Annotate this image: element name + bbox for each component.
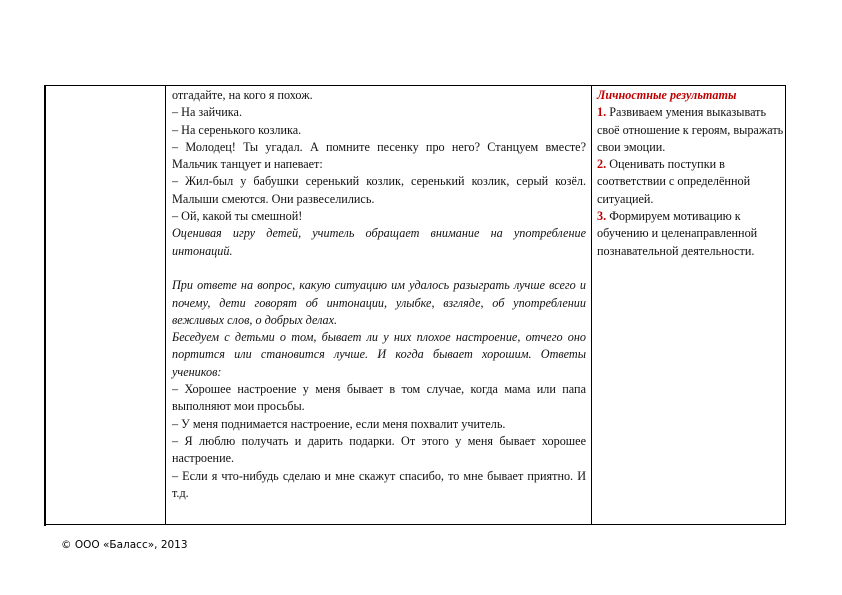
dialogue-line: – Молодец! Ты угадал. А помните песенку про него? Станцуем вместе? — [172, 139, 586, 154]
result-item — [597, 156, 785, 208]
results-heading: Личностные результаты — [597, 88, 737, 102]
results-cell — [597, 87, 785, 260]
dialogue-line: – Ой, какой ты смешной! — [172, 209, 303, 224]
answer-note: При ответе на вопрос, какую ситуацию им удалось разыграть лучше всего и почему, дети говорят об интонации, улыбке, взгляде, об употреблении вежливых слов, о добрых делах. — [172, 278, 586, 327]
student-answer: – У меня поднимается настроение, если меня похвалит учитель. — [172, 416, 506, 431]
teacher-note: Оценивая игру детей, учитель обращает внимание на употребление интонаций. — [172, 226, 586, 258]
result-text: Формируем мотивацию к обучению и целенаправленной познавательной деятельности. — [597, 209, 758, 258]
student-answer: – Хорошее настроение у меня бывает в том случае, когда мама или папа выполняют мои просьбы. — [172, 382, 586, 414]
paragraph-gap — [172, 260, 586, 277]
dialogue-line: отгадайте, на кого я похож. — [172, 88, 313, 102]
column-divider — [591, 86, 592, 524]
dialogue-line: Мальчик танцует и напевает: — [172, 157, 323, 172]
result-number: 2. — [597, 157, 607, 172]
lesson-table — [45, 85, 786, 525]
result-number: 1. — [597, 105, 607, 120]
column-divider — [165, 86, 166, 524]
student-answer: – Я люблю получать и дарить подарки. От этого у меня бывает хорошее настроение. — [172, 433, 586, 466]
student-answer: – Если я что-нибудь сделаю и мне скажут спасибо, то мне бывает приятно. И т.д. — [172, 468, 586, 500]
result-number: 3. — [597, 209, 607, 224]
dialogue-line: – Жил-был у бабушки серенький козлик, серенький козлик, серый козёл. — [172, 174, 586, 189]
dialogue-line: – На серенького козлика. — [172, 122, 302, 137]
result-text: Оценивать поступки в соответствии с определённой ситуацией. — [597, 157, 751, 206]
result-text: Развиваем умения выказывать своё отношение к героям, выражать свои эмоции. — [597, 105, 784, 154]
result-item — [597, 208, 785, 260]
dialogue-line: Малыши смеются. Они развеселились. — [172, 191, 375, 206]
copyright-footer: © ООО «Баласс», 2013 — [61, 539, 188, 551]
dialogue-line: – На зайчика. — [172, 105, 242, 120]
result-item — [597, 104, 785, 156]
conversation-note: Беседуем с детьми о том, бывает ли у них плохое настроение, отчего оно портится или становится лучше. И когда бывает хорошим. Ответы учеников: — [172, 330, 586, 379]
lesson-content-cell — [172, 87, 586, 502]
